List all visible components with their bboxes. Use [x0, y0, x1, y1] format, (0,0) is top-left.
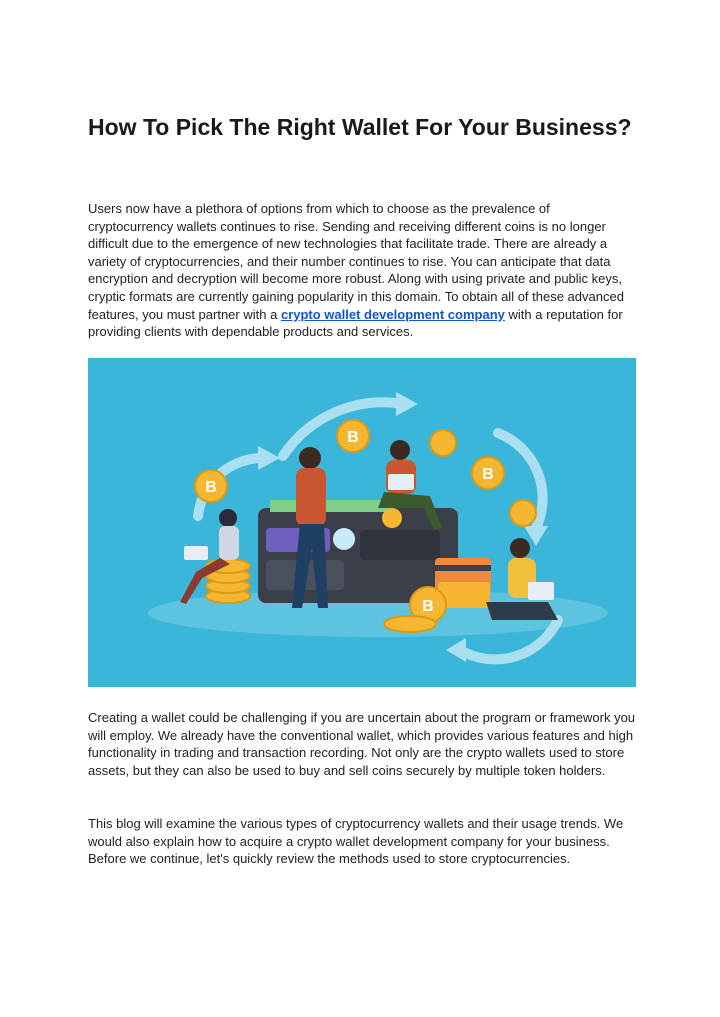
crypto-wallet-illustration: [88, 358, 636, 687]
intro-paragraph: [88, 200, 636, 341]
svg-text:B: B: [422, 598, 434, 615]
crypto-wallet-development-link[interactable]: crypto wallet development company: [280, 306, 505, 322]
svg-text:B: B: [482, 466, 494, 483]
svg-text:B: B: [205, 479, 217, 496]
intro-text-after-link: with a reputation for providing clients with dependable products and services.: [88, 306, 623, 340]
page-title: How To Pick The Right Wallet For Your Business?: [88, 114, 632, 140]
paragraph-2: Creating a wallet could be challenging if you are uncertain about the program or framework you will employ. We already have the conventional wallet, which provides various features and high functionality in trading and transaction recording. Not only are the crypto wallets used to store assets, but they can also be used to buy and sell coins securely by multiple token holders.: [88, 710, 636, 778]
paragraph-3: This blog will examine the various types of cryptocurrency wallets and their usage trends. We would also explain how to acquire a crypto wallet development company for your business. Before we continue, let's quickly review the methods used to store cryptocurrencies.: [88, 816, 624, 867]
svg-text:B: B: [347, 429, 359, 446]
intro-text-before-link: Users now have a plethora of options from which to choose as the prevalence of cryptocurrency wallets continues to rise. Sending and receiving different coins is no longer difficult due to the emergence of new technologies that facilitate trade. There are already a variety of cryptocurrencies, and their number continues to rise. You can anticipate that data encryption and decryption will become more robust. Along with using private and public keys, cryptic formats are currently gaining popularity in this domain. To obtain all of these advanced features, you must partner with a: [88, 201, 624, 322]
